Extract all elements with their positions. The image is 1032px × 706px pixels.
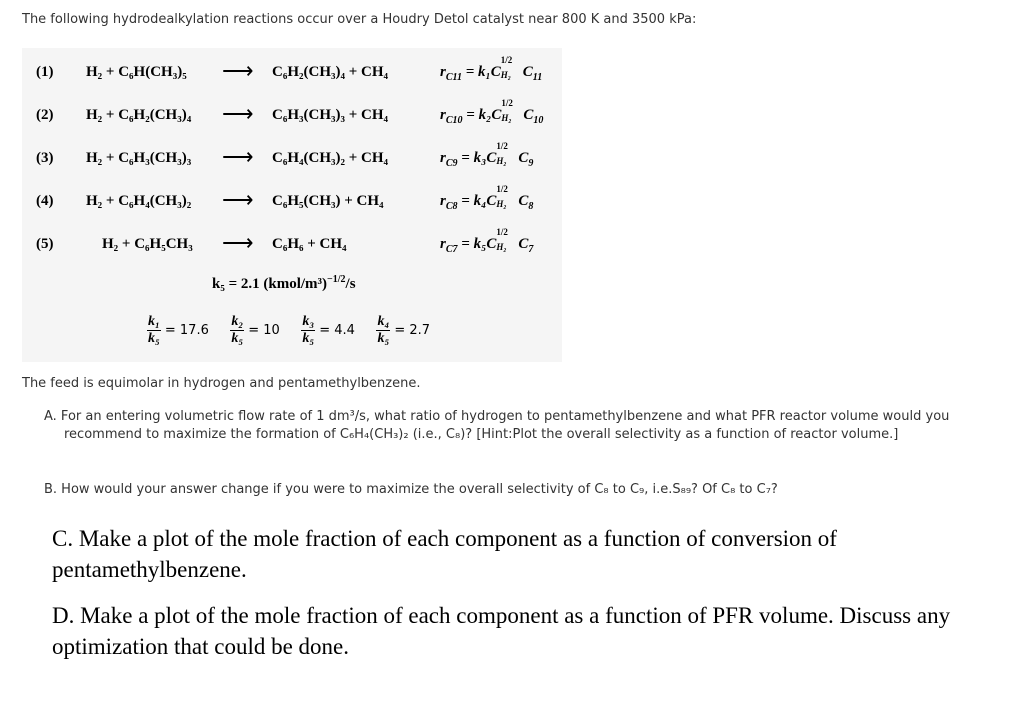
reaction-products: C₆H₂(CH₃)₄ + CH₄ — [272, 64, 389, 80]
intro-text: The following hydrodealkylation reactions occur over a Houdry Detol catalyst near 800 K and 3500 kPa: — [22, 12, 697, 27]
reaction-number: (1) — [36, 64, 54, 80]
reaction-products: C₆H₃(CH₃)₃ + CH₄ — [272, 107, 389, 123]
rate-law: $r_{C7} = k_5C$ 1/2 H₂ $C_7$ — [440, 227, 534, 255]
ratio-value: = 4.4 — [319, 323, 355, 338]
question-c: C. Make a plot of the mole fraction of each component as a function of conversion of pentamethylbenzene. — [52, 526, 837, 582]
ratio-fraction: $\frac{\text{k₁}}{\text{k₅}}$ — [148, 314, 160, 346]
feed-statement: The feed is equimolar in hydrogen and pentamethylbenzene. — [22, 376, 421, 391]
reaction-reactants: H₂ + C₆H(CH₃)₅ — [86, 64, 187, 80]
rate-constant-ratios — [147, 314, 448, 347]
rate-law: $r_{C10} = k_2C$ 1/2 H₂ $C_{10}$ — [440, 98, 544, 126]
reaction-row-5 — [22, 227, 562, 260]
reaction-products: C₆H₄(CH₃)₂ + CH₄ — [272, 150, 389, 166]
ratio-fraction: $\frac{\text{k₂}}{\text{k₅}}$ — [231, 314, 244, 346]
reaction-products: C₆H₆ + CH₄ — [272, 236, 347, 252]
rate-law: $r_{C9} = k_3C$ 1/2 H₂ $C_9$ — [440, 141, 534, 169]
ratio-value: = 17.6 — [164, 323, 209, 338]
ratio-value: = 2.7 — [394, 323, 431, 338]
reaction-reactants: H₂ + C₆H₄(CH₃)₂ — [86, 193, 192, 209]
reaction-number: (5) — [36, 236, 54, 252]
reaction-reactants: H₂ + C₆H₃(CH₃)₃ — [86, 150, 192, 166]
k5-value: k₅ = 2.1 (kmol/m³)$^{-1/2}$/s — [212, 274, 356, 292]
reaction-number: (4) — [36, 193, 54, 209]
ratio-value: = 10 — [248, 323, 280, 338]
reaction-arrow: ⟶ — [222, 230, 254, 255]
reaction-row-4 — [22, 184, 562, 217]
reaction-row-1 — [22, 55, 562, 88]
ratio-fraction: $\frac{\text{k₄}}{\text{k₅}}$ — [377, 314, 390, 346]
reaction-arrow: ⟶ — [222, 187, 254, 212]
rate-law: $r_{C8} = k_4C$ 1/2 H₂ $C_8$ — [440, 184, 534, 212]
ratio-fraction: $\frac{\text{k₃}}{\text{k₅}}$ — [302, 314, 315, 346]
reaction-arrow: ⟶ — [222, 144, 254, 169]
question-a — [44, 408, 994, 444]
question-d: D. Make a plot of the mole fraction of each component as a function of PFR volume. Discuss any optimization that could be done. — [52, 603, 951, 659]
reaction-panel — [22, 48, 562, 362]
reaction-row-3 — [22, 141, 562, 174]
reaction-number: (3) — [36, 150, 54, 166]
reaction-reactants: H₂ + C₆H₂(CH₃)₄ — [86, 107, 192, 123]
rate-law: $r_{C11} = k_1C$ 1/2 H₂ $C_{11}$ — [440, 55, 543, 83]
question-a-text: A. For an entering volumetric flow rate of 1 dm³/s, what ratio of hydrogen to pentamethylbenzene and what PFR reactor volume would you recommend to maximize the formation of C₆H₄(CH₃)₂ (i.e., C₈)? [Hint:Plot the overall selectivity as a function of reactor volume.] — [44, 409, 950, 442]
reaction-products: C₆H₅(CH₃) + CH₄ — [272, 193, 384, 209]
question-b: B. How would your answer change if you were to maximize the overall selectivity of C₈ to C₉, i.e.S₈₉? Of C₈ to C₇? — [44, 482, 778, 497]
reaction-number: (2) — [36, 107, 54, 123]
reaction-reactants: H₂ + C₆H₅CH₃ — [102, 236, 193, 252]
reaction-row-2 — [22, 98, 562, 131]
reaction-arrow: ⟶ — [222, 101, 254, 126]
reaction-arrow: ⟶ — [222, 58, 254, 83]
